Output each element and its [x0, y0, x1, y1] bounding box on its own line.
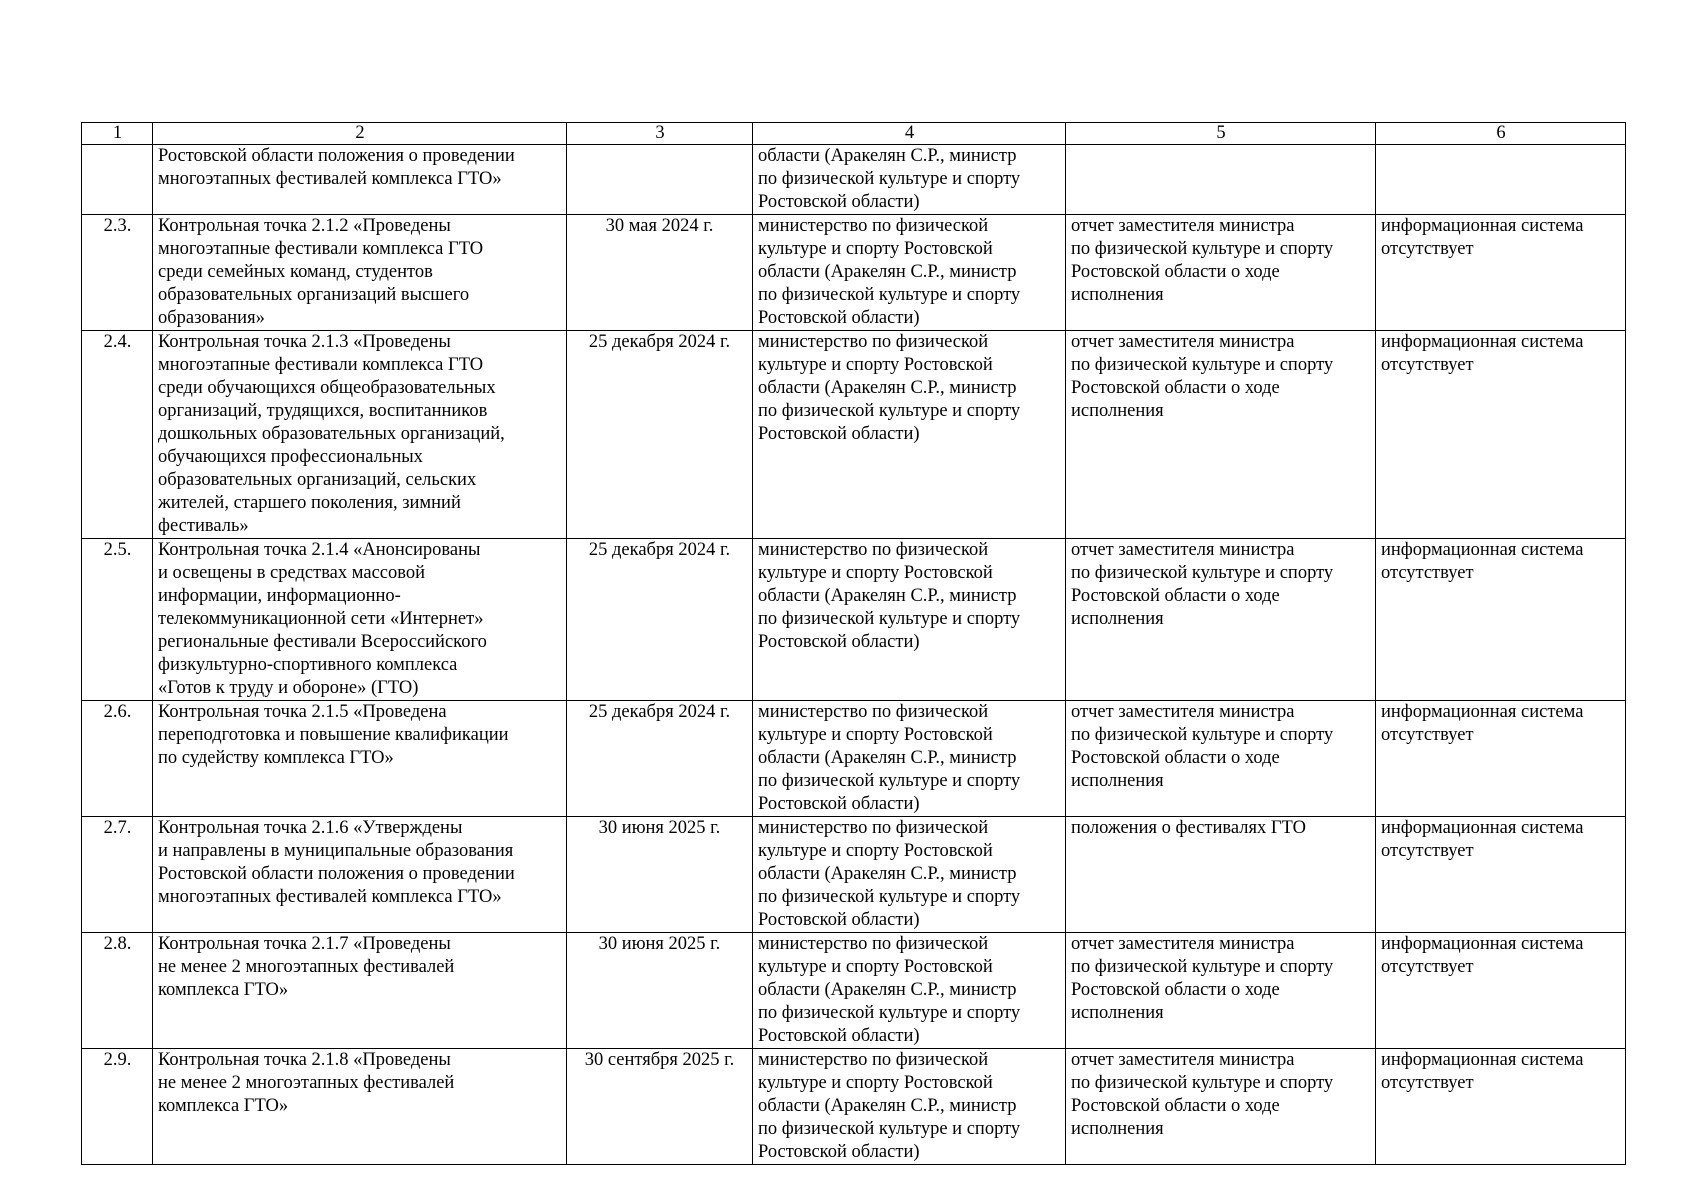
responsible-cell: области (Аракелян С.Р., министр по физической культуре и спорту Ростовской области) — [753, 145, 1066, 215]
table-row — [82, 539, 1626, 701]
task-cell: Контрольная точка 2.1.6 «Утверждены и направлены в муниципальные образования Ростовской области положения о проведении многоэтапных фестивалей комплекса ГТО» — [153, 817, 567, 933]
table-row — [82, 817, 1626, 933]
responsible-cell: министерство по физической культуре и спорту Ростовской области (Аракелян С.Р., министр по физической культуре и спорту Ростовской области) — [753, 1049, 1066, 1165]
column-number: 6 — [1376, 123, 1626, 145]
info-system-cell: информационная система отсутствует — [1376, 933, 1626, 1049]
row-number-cell: 2.8. — [82, 933, 153, 1049]
document-cell: отчет заместителя министра по физической культуре и спорту Ростовской области о ходе исполнения — [1066, 331, 1376, 539]
responsible-cell: министерство по физической культуре и спорту Ростовской области (Аракелян С.Р., министр по физической культуре и спорту Ростовской области) — [753, 539, 1066, 701]
document-cell: отчет заместителя министра по физической культуре и спорту Ростовской области о ходе исполнения — [1066, 215, 1376, 331]
table-row — [82, 215, 1626, 331]
deadline-cell: 30 июня 2025 г. — [567, 933, 753, 1049]
task-cell: Контрольная точка 2.1.5 «Проведена переподготовка и повышение квалификации по судейству комплекса ГТО» — [153, 701, 567, 817]
table-row — [82, 331, 1626, 539]
row-number-cell: 2.4. — [82, 331, 153, 539]
responsible-cell: министерство по физической культуре и спорту Ростовской области (Аракелян С.Р., министр по физической культуре и спорту Ростовской области) — [753, 215, 1066, 331]
info-system-cell: информационная система отсутствует — [1376, 331, 1626, 539]
row-number-cell: 2.7. — [82, 817, 153, 933]
info-system-cell: информационная система отсутствует — [1376, 215, 1626, 331]
column-number: 2 — [153, 123, 567, 145]
deadline-cell: 30 сентября 2025 г. — [567, 1049, 753, 1165]
task-cell: Ростовской области положения о проведении многоэтапных фестивалей комплекса ГТО» — [153, 145, 567, 215]
control-points-table — [81, 122, 1626, 1165]
document-cell: отчет заместителя министра по физической культуре и спорту Ростовской области о ходе исполнения — [1066, 539, 1376, 701]
table-row — [82, 701, 1626, 817]
info-system-cell: информационная система отсутствует — [1376, 539, 1626, 701]
responsible-cell: министерство по физической культуре и спорту Ростовской области (Аракелян С.Р., министр по физической культуре и спорту Ростовской области) — [753, 933, 1066, 1049]
row-number-cell: 2.5. — [82, 539, 153, 701]
responsible-cell: министерство по физической культуре и спорту Ростовской области (Аракелян С.Р., министр по физической культуре и спорту Ростовской области) — [753, 701, 1066, 817]
column-number: 3 — [567, 123, 753, 145]
task-cell: Контрольная точка 2.1.8 «Проведены не менее 2 многоэтапных фестивалей комплекса ГТО» — [153, 1049, 567, 1165]
row-number-cell: 2.6. — [82, 701, 153, 817]
deadline-cell: 25 декабря 2024 г. — [567, 701, 753, 817]
deadline-cell: 30 мая 2024 г. — [567, 215, 753, 331]
responsible-cell: министерство по физической культуре и спорту Ростовской области (Аракелян С.Р., министр по физической культуре и спорту Ростовской области) — [753, 817, 1066, 933]
task-cell: Контрольная точка 2.1.4 «Анонсированы и освещены в средствах массовой информации, информационно- телекоммуникационной сети «Интернет» региональные фестивали Всероссийского физкультурно-спортивного комплекса «Готов к труду и обороне» (ГТО) — [153, 539, 567, 701]
task-cell: Контрольная точка 2.1.7 «Проведены не менее 2 многоэтапных фестивалей комплекса ГТО» — [153, 933, 567, 1049]
document-cell: отчет заместителя министра по физической культуре и спорту Ростовской области о ходе исполнения — [1066, 1049, 1376, 1165]
info-system-cell: информационная система отсутствует — [1376, 817, 1626, 933]
deadline-cell: 30 июня 2025 г. — [567, 817, 753, 933]
document-cell: отчет заместителя министра по физической культуре и спорту Ростовской области о ходе исполнения — [1066, 701, 1376, 817]
column-number-row — [82, 123, 1626, 145]
info-system-cell: информационная система отсутствует — [1376, 701, 1626, 817]
row-number-cell: 2.3. — [82, 215, 153, 331]
deadline-cell: 25 декабря 2024 г. — [567, 331, 753, 539]
task-cell: Контрольная точка 2.1.2 «Проведены многоэтапные фестивали комплекса ГТО среди семейных команд, студентов образовательных организаций высшего образования» — [153, 215, 567, 331]
document-cell: положения о фестивалях ГТО — [1066, 817, 1376, 933]
row-number-cell: 2.9. — [82, 1049, 153, 1165]
deadline-cell: 25 декабря 2024 г. — [567, 539, 753, 701]
table-row — [82, 933, 1626, 1049]
info-system-cell — [1376, 145, 1626, 215]
column-number: 4 — [753, 123, 1066, 145]
table-row — [82, 1049, 1626, 1165]
document-cell — [1066, 145, 1376, 215]
task-cell: Контрольная точка 2.1.3 «Проведены многоэтапные фестивали комплекса ГТО среди обучающихся общеобразовательных организаций, трудящихся, воспитанников дошкольных образовательных организаций, обучающихся профессиональных образовательных организаций, сельских жителей, старшего поколения, зимний фестиваль» — [153, 331, 567, 539]
info-system-cell: информационная система отсутствует — [1376, 1049, 1626, 1165]
row-number-cell — [82, 145, 153, 215]
deadline-cell — [567, 145, 753, 215]
responsible-cell: министерство по физической культуре и спорту Ростовской области (Аракелян С.Р., министр по физической культуре и спорту Ростовской области) — [753, 331, 1066, 539]
column-number: 5 — [1066, 123, 1376, 145]
column-number: 1 — [82, 123, 153, 145]
document-cell: отчет заместителя министра по физической культуре и спорту Ростовской области о ходе исполнения — [1066, 933, 1376, 1049]
table-row-continuation — [82, 145, 1626, 215]
